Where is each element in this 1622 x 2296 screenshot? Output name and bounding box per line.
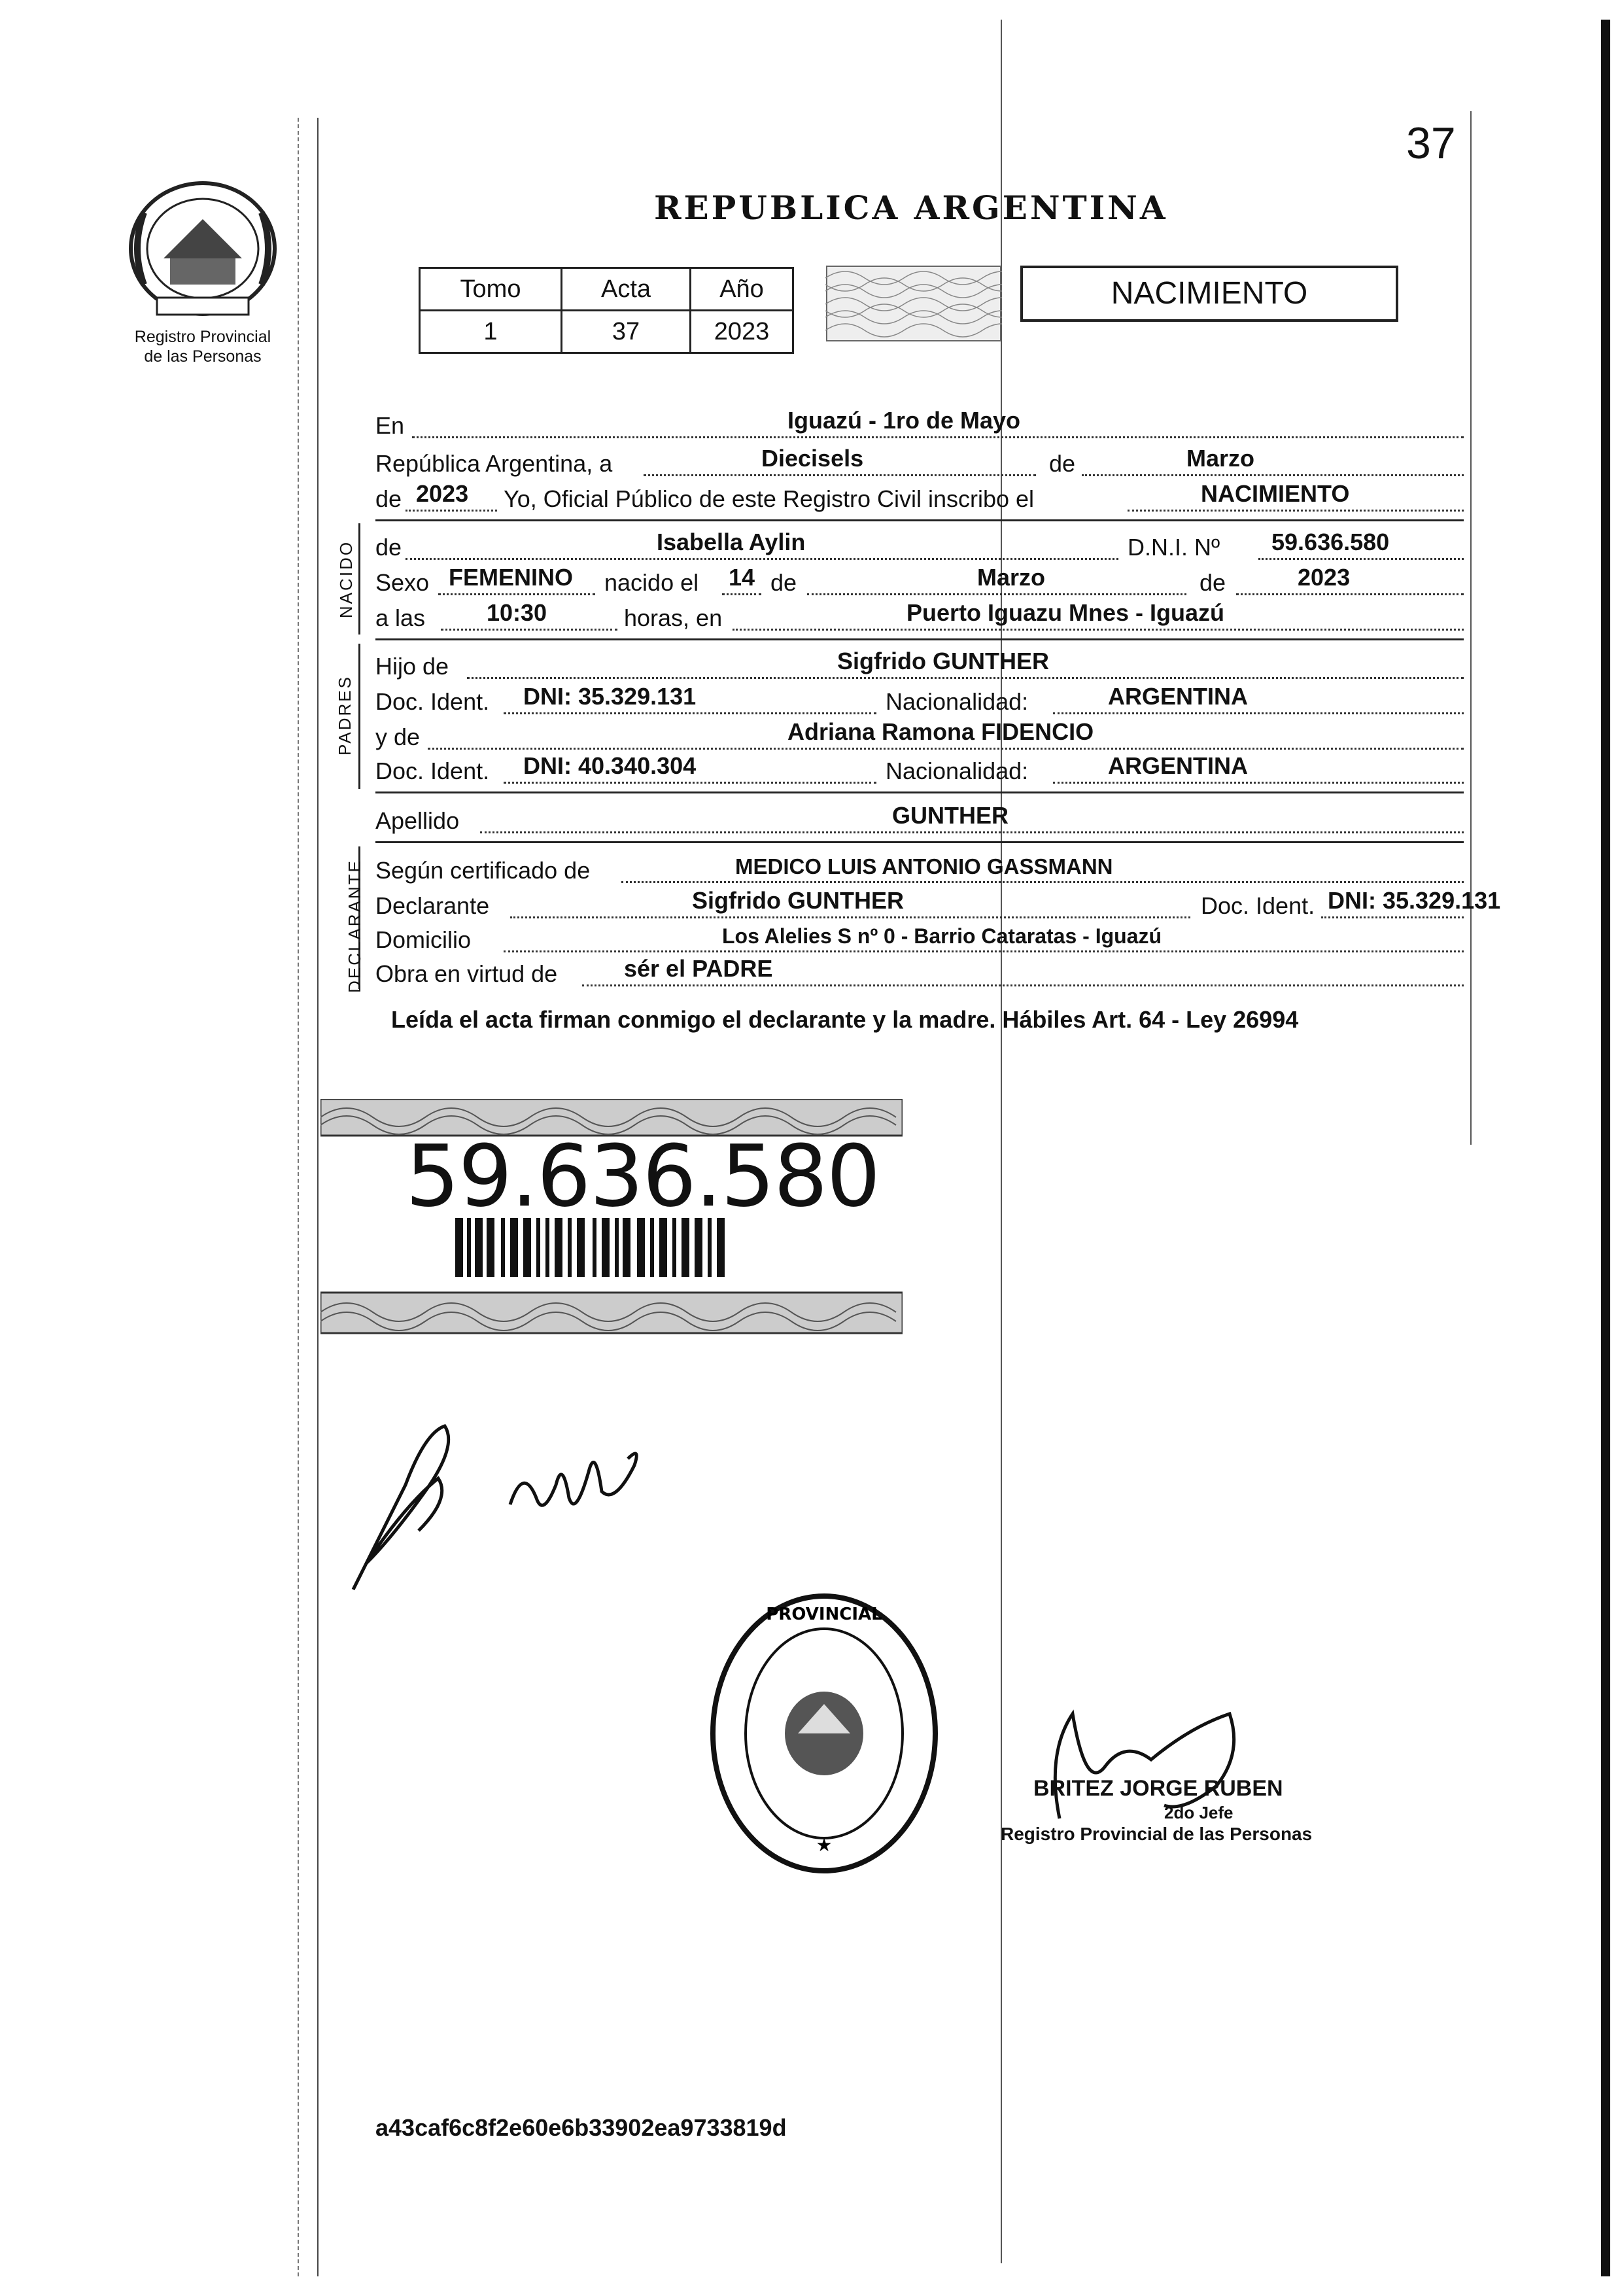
nacido-mes-value: Marzo bbox=[977, 564, 1046, 591]
madre-nac-label: Nacionalidad: bbox=[886, 757, 1029, 784]
domicilio-label: Domicilio bbox=[375, 926, 472, 953]
madre-nac-value: ARGENTINA bbox=[1108, 752, 1248, 779]
svg-text:PROVINCIAL: PROVINCIAL bbox=[766, 1605, 882, 1624]
declarante-doc-value: DNI: 35.329.131 bbox=[1328, 887, 1501, 914]
declarante-label: Declarante bbox=[375, 892, 490, 919]
closing-text: Leída el acta firman conmigo el declarante y la madre. Hábiles Art. 64 - Ley 26994 bbox=[391, 1006, 1299, 1033]
padre-doc-value: DNI: 35.329.131 bbox=[523, 683, 697, 710]
row-hora bbox=[375, 599, 1464, 636]
left-margin-line-2 bbox=[317, 118, 319, 2276]
barcode-bars bbox=[455, 1218, 725, 1277]
logo-caption bbox=[111, 327, 294, 366]
security-pattern bbox=[825, 265, 1002, 342]
dia-texto: Diecisels bbox=[761, 445, 864, 472]
row-padre-doc bbox=[375, 683, 1464, 720]
row-padre bbox=[375, 648, 1464, 684]
record-table-value-anio: 2023 bbox=[691, 311, 793, 353]
declarante-doc-label: Doc. Ident. bbox=[1201, 892, 1315, 919]
de-label-1: de bbox=[1049, 450, 1076, 477]
sexo-label: Sexo bbox=[375, 569, 430, 596]
row-obra bbox=[375, 955, 1464, 992]
madre-doc-label: Doc. Ident. bbox=[375, 757, 490, 784]
madre-doc-value: DNI: 40.340.304 bbox=[523, 752, 697, 779]
separator-2 bbox=[375, 638, 1464, 640]
row-madre bbox=[375, 718, 1464, 755]
record-table-header-tomo: Tomo bbox=[420, 268, 562, 311]
nacido-de-label: de bbox=[375, 534, 402, 561]
y-de-label: y de bbox=[375, 723, 421, 750]
row-declarante bbox=[375, 887, 1501, 924]
signatures-left bbox=[327, 1406, 667, 1603]
dia-value: 14 bbox=[729, 564, 755, 591]
document-title: REPUBLICA ARGENTINA bbox=[654, 188, 1168, 227]
record-table-value-row bbox=[420, 311, 793, 353]
sexo-value: FEMENINO bbox=[449, 564, 574, 591]
row-certificado bbox=[375, 852, 1464, 888]
record-table-value-acta: 37 bbox=[562, 311, 691, 353]
anio-value: 2023 bbox=[416, 480, 469, 507]
padre-doc-label: Doc. Ident. bbox=[375, 688, 490, 715]
row-lugar bbox=[375, 407, 1464, 444]
nacido-el-label: nacido el bbox=[604, 569, 699, 596]
certificado-label: Según certificado de bbox=[375, 857, 591, 884]
mes-value: Marzo bbox=[1186, 445, 1255, 472]
lugar-label: En bbox=[375, 412, 405, 439]
apellido-value: GUNTHER bbox=[892, 802, 1009, 829]
row-apellido bbox=[375, 802, 1464, 839]
section-label-declarante: DECLARANTE bbox=[344, 859, 364, 993]
dni-label: D.N.I. Nº bbox=[1128, 534, 1220, 561]
right-margin-line bbox=[1470, 111, 1472, 1145]
row-madre-doc bbox=[375, 752, 1464, 789]
separator-3 bbox=[375, 791, 1464, 793]
record-type-box: NACIMIENTO bbox=[1020, 266, 1398, 322]
right-edge-scan-bar bbox=[1601, 20, 1610, 2276]
separator-4 bbox=[375, 841, 1464, 843]
inscribe-value: NACIMIENTO bbox=[1201, 480, 1350, 507]
madre-value: Adriana Ramona FIDENCIO bbox=[787, 718, 1094, 745]
signer-name: BRITEZ JORGE RUBEN bbox=[1033, 1776, 1283, 1801]
dni-value: 59.636.580 bbox=[1271, 529, 1390, 555]
left-margin-line bbox=[298, 118, 299, 2276]
obra-label: Obra en virtud de bbox=[375, 960, 558, 987]
row-inscribe bbox=[375, 480, 1464, 517]
lugar-value: Iguazú - 1ro de Mayo bbox=[787, 407, 1021, 434]
row-sexo bbox=[375, 564, 1464, 600]
apellido-label: Apellido bbox=[375, 807, 460, 834]
obra-value: sér el PADRE bbox=[624, 955, 773, 982]
row-domicilio bbox=[375, 921, 1464, 958]
oficial-text: Yo, Oficial Público de este Registro Civil inscribo el bbox=[504, 485, 1035, 512]
svg-text:★: ★ bbox=[816, 1834, 833, 1856]
barcode-number: 59.636.580 bbox=[406, 1126, 880, 1226]
nacido-de-label-2: de bbox=[770, 569, 797, 596]
signer-office: Registro Provincial de las Personas bbox=[1001, 1824, 1313, 1844]
separator-1 bbox=[375, 519, 1464, 521]
row-nombre bbox=[375, 529, 1464, 565]
record-table bbox=[419, 267, 794, 354]
nombre-value: Isabella Aylin bbox=[657, 529, 806, 555]
certificado-value: MEDICO LUIS ANTONIO GASSMANN bbox=[735, 854, 1113, 878]
record-table-header-anio: Año bbox=[691, 268, 793, 311]
center-fold-line bbox=[1001, 20, 1002, 2263]
de-label-2: de bbox=[375, 485, 402, 512]
padre-nac-label: Nacionalidad: bbox=[886, 688, 1029, 715]
record-table-value-tomo: 1 bbox=[420, 311, 562, 353]
domicilio-value: Los Alelies S nº 0 - Barrio Cataratas - Iguazú bbox=[722, 924, 1162, 948]
declarante-value: Sigfrido GUNTHER bbox=[692, 887, 904, 914]
nacido-lugar-value: Puerto Iguazu Mnes - Iguazú bbox=[906, 599, 1225, 626]
section-label-padres: PADRES bbox=[335, 675, 354, 756]
signer-role: 2do Jefe bbox=[1164, 1803, 1234, 1822]
section-label-nacido: NACIDO bbox=[336, 540, 356, 619]
republica-label: República Argentina, a bbox=[375, 450, 613, 477]
registry-stamp bbox=[706, 1590, 942, 1877]
horas-en-label: horas, en bbox=[624, 604, 723, 631]
a-las-label: a las bbox=[375, 604, 426, 631]
padre-value: Sigfrido GUNTHER bbox=[837, 648, 1049, 674]
record-table-header-row bbox=[420, 268, 793, 311]
padre-nac-value: ARGENTINA bbox=[1108, 683, 1248, 710]
hora-value: 10:30 bbox=[487, 599, 547, 626]
logo-caption-line2: de las Personas bbox=[144, 347, 262, 366]
document-hash: a43caf6c8f2e60e6b33902ea9733819d bbox=[375, 2114, 787, 2141]
record-table-header-acta: Acta bbox=[562, 268, 691, 311]
logo-caption-line1: Registro Provincial bbox=[134, 328, 271, 346]
nacido-anio-value: 2023 bbox=[1298, 564, 1351, 591]
hijo-de-label: Hijo de bbox=[375, 653, 449, 680]
province-seal-icon bbox=[118, 173, 288, 324]
page-number: 37 bbox=[1406, 118, 1456, 168]
nacido-de-label-3: de bbox=[1199, 569, 1226, 596]
province-logo bbox=[118, 173, 288, 327]
row-fecha bbox=[375, 445, 1464, 481]
